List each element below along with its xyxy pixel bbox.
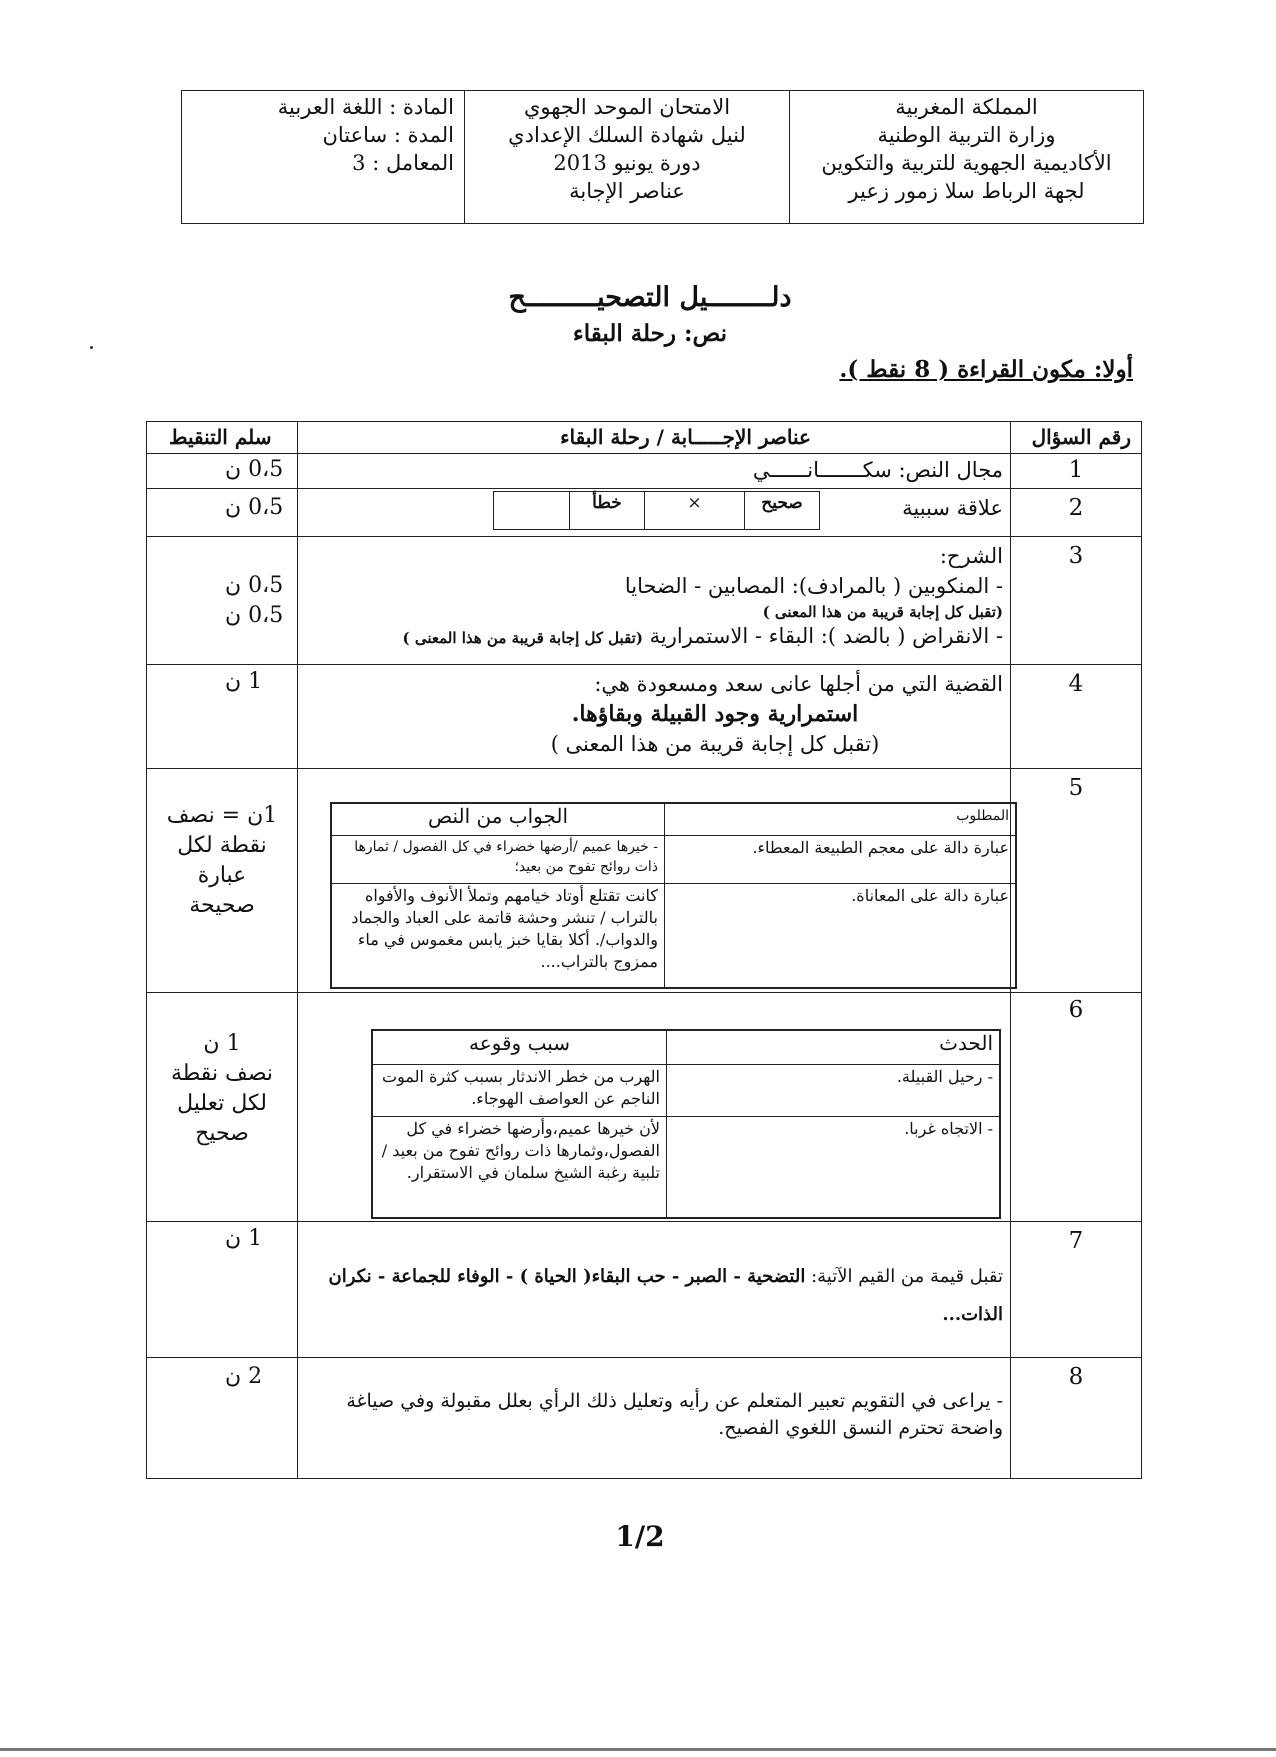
exam-header <box>181 90 1144 224</box>
answer-line: الشرح: <box>939 544 1003 568</box>
answer-text: - يراعى في التقويم تعبير المتعلم عن رأيه وتعليل ذلك الرأي بعلل مقبولة وفي صياغة واضحة تحترم النسق اللغوي الفصيح. <box>346 1390 1003 1439</box>
question-number: 5 <box>1068 775 1084 801</box>
question-number: 1 <box>1068 457 1084 483</box>
page-number: 1/2 <box>615 1520 665 1553</box>
answer-mark: × <box>644 492 744 529</box>
answer-block <box>307 669 1003 759</box>
score-value <box>147 801 297 921</box>
header-subject-name: المادة : اللغة العربية <box>277 95 454 119</box>
header-session: دورة يونيو 2013 <box>553 151 701 175</box>
col-cause: سبب وقوعه <box>373 1031 667 1065</box>
answer-line: القضية التي من أجلها عانى سعد ومسعودة هي: <box>594 672 1003 696</box>
event-item: - الاتجاه غربا. <box>667 1117 1000 1218</box>
answer-table <box>146 421 1142 1479</box>
score-value: 0،5 ن <box>225 603 284 628</box>
col-answer-from-text: الجواب من النص <box>332 804 665 836</box>
answer-line: - المنكوبين ( بالمرادف): المصابين - الضحايا <box>624 574 1003 598</box>
header-kingdom: المملكة المغربية <box>895 95 1038 119</box>
scan-speck <box>90 346 93 349</box>
header-region: لجهة الرباط سلا زمور زعير <box>848 179 1085 203</box>
score-value: 0،5 ن <box>225 573 284 598</box>
answer-text: مجال النص: سكـــــــانــــــي <box>752 458 1003 482</box>
values-lead: تقبل قيمة من القيم الآتية: <box>811 1266 1003 1287</box>
empty-cell <box>494 492 569 529</box>
cause-item: لأن خيرها عميم،وأرضها خضراء في كل الفصول،وثمارها ذات روائح تفوح من بعيد / تلبية رغبة الشيخ سلمان في الاستقرار. <box>373 1117 667 1218</box>
event-item: - رحيل القبيلة. <box>667 1065 1000 1117</box>
col-required: المطلوب <box>665 804 1016 836</box>
header-score: سلم التنقيط <box>169 425 272 449</box>
q5-inner-table <box>330 802 1017 989</box>
header-question-number: رقم السؤال <box>1031 425 1131 449</box>
header-ministry: وزارة التربية الوطنية <box>877 123 1056 147</box>
table-row-q3 <box>147 537 1141 665</box>
question-number: 8 <box>1068 1364 1084 1390</box>
score-line: صحيح <box>195 1121 249 1146</box>
table-row-q4 <box>147 665 1141 769</box>
question-number: 4 <box>1068 671 1084 697</box>
answer-text: علاقة سببية <box>902 496 1003 520</box>
acceptance-note: (تقبل كل إجابة قريبة من هذا المعنى ) <box>402 629 643 647</box>
score-value: 1 ن <box>225 669 263 694</box>
table-row-q6 <box>147 993 1141 1222</box>
score-line: نقطة لكل <box>177 833 267 858</box>
score-line: 1ن = نصف <box>166 803 278 828</box>
acceptance-note: (تقبل كل إجابة قريبة من هذا المعنى ) <box>762 603 1003 621</box>
header-certificate: لنيل شهادة السلك الإعدادي <box>508 123 746 147</box>
score-line: 1 ن <box>203 1031 241 1056</box>
score-value: 0،5 ن <box>225 495 284 520</box>
table-header-row <box>147 422 1141 454</box>
scan-edge-line <box>0 1748 1276 1751</box>
header-exam <box>464 91 789 223</box>
score-line: لكل تعليل <box>177 1091 267 1116</box>
header-academy: الأكاديمية الجهوية للتربية والتكوين <box>821 151 1112 175</box>
table-row-q8 <box>147 1358 1141 1478</box>
score-value: 0،5 ن <box>225 457 284 482</box>
score-line: صحيحة <box>189 893 255 918</box>
values-list: التضحية - الصبر - حب البقاء( الحياة ) - الوفاء للجماعة - نكران الذات... <box>328 1266 1003 1325</box>
acceptance-note: (تقبل كل إجابة قريبة من هذا المعنى ) <box>550 732 880 756</box>
score-line: عبارة <box>197 863 247 888</box>
false-label: خطأ <box>569 492 644 529</box>
text-answer: - خيرها عميم /أرضها خضراء في كل الفصول / ثمارها ذات روائح تفوح من بعيد؛ <box>332 836 665 884</box>
header-duration: المدة : ساعتان <box>322 123 454 147</box>
true-label: صحيح <box>744 492 819 529</box>
answer-block <box>307 1258 1003 1334</box>
table-row-q2 <box>147 489 1141 537</box>
question-number: 6 <box>1068 997 1084 1023</box>
page-title: دلــــــــيل التصحيـــــــــح <box>508 282 792 313</box>
required-item: عبارة دالة على المعاناة. <box>665 884 1016 988</box>
header-coefficient: المعامل : 3 <box>352 151 454 175</box>
header-answer-elements: عناصر الإجابة <box>569 179 685 203</box>
score-value: 2 ن <box>225 1364 263 1389</box>
score-value <box>147 1029 297 1149</box>
header-answer-elements-col: عناصر الإجـــــابة / رحلة البقاء <box>560 425 811 449</box>
header-exam-name: الامتحان الموحد الجهوي <box>523 95 731 119</box>
true-false-box <box>493 491 820 530</box>
question-number: 3 <box>1068 543 1084 569</box>
q6-inner-table <box>371 1029 1001 1219</box>
header-subject <box>182 91 464 223</box>
text-title: نص: رحلة البقاء <box>572 320 728 347</box>
section-heading: أولا: مكون القراءة ( 8 نقط ). <box>839 356 1133 383</box>
table-row-q7 <box>147 1222 1141 1358</box>
col-event: الحدث <box>667 1031 1000 1065</box>
cause-item: الهرب من خطر الاندثار بسبب كثرة الموت الناجم عن العواصف الهوجاء. <box>373 1065 667 1117</box>
question-number: 7 <box>1068 1228 1084 1254</box>
question-number: 2 <box>1068 495 1084 521</box>
text-answer: كانت تقتلع أوتاد خيامهم وتملأ الأنوف والأفواه بالتراب / تنشر وحشة قاتمة على العباد والجماد والدواب/. أكلا بقايا خبز يابس مغموس في ماء ممزوج بالتراب.... <box>332 884 665 988</box>
required-item: عبارة دالة على معجم الطبيعة المعطاء. <box>665 836 1016 884</box>
answer-key-phrase: استمرارية وجود القبيلة وبقاؤها. <box>571 701 859 727</box>
score-value: 1 ن <box>225 1226 263 1251</box>
header-institution <box>789 91 1143 223</box>
answer-block <box>307 541 1003 653</box>
score-line: نصف نقطة <box>170 1061 274 1086</box>
table-row-q5 <box>147 769 1141 993</box>
table-row-q1 <box>147 454 1141 489</box>
answer-line: - الانقراض ( بالضد ): البقاء - الاستمرارية <box>649 624 1003 648</box>
